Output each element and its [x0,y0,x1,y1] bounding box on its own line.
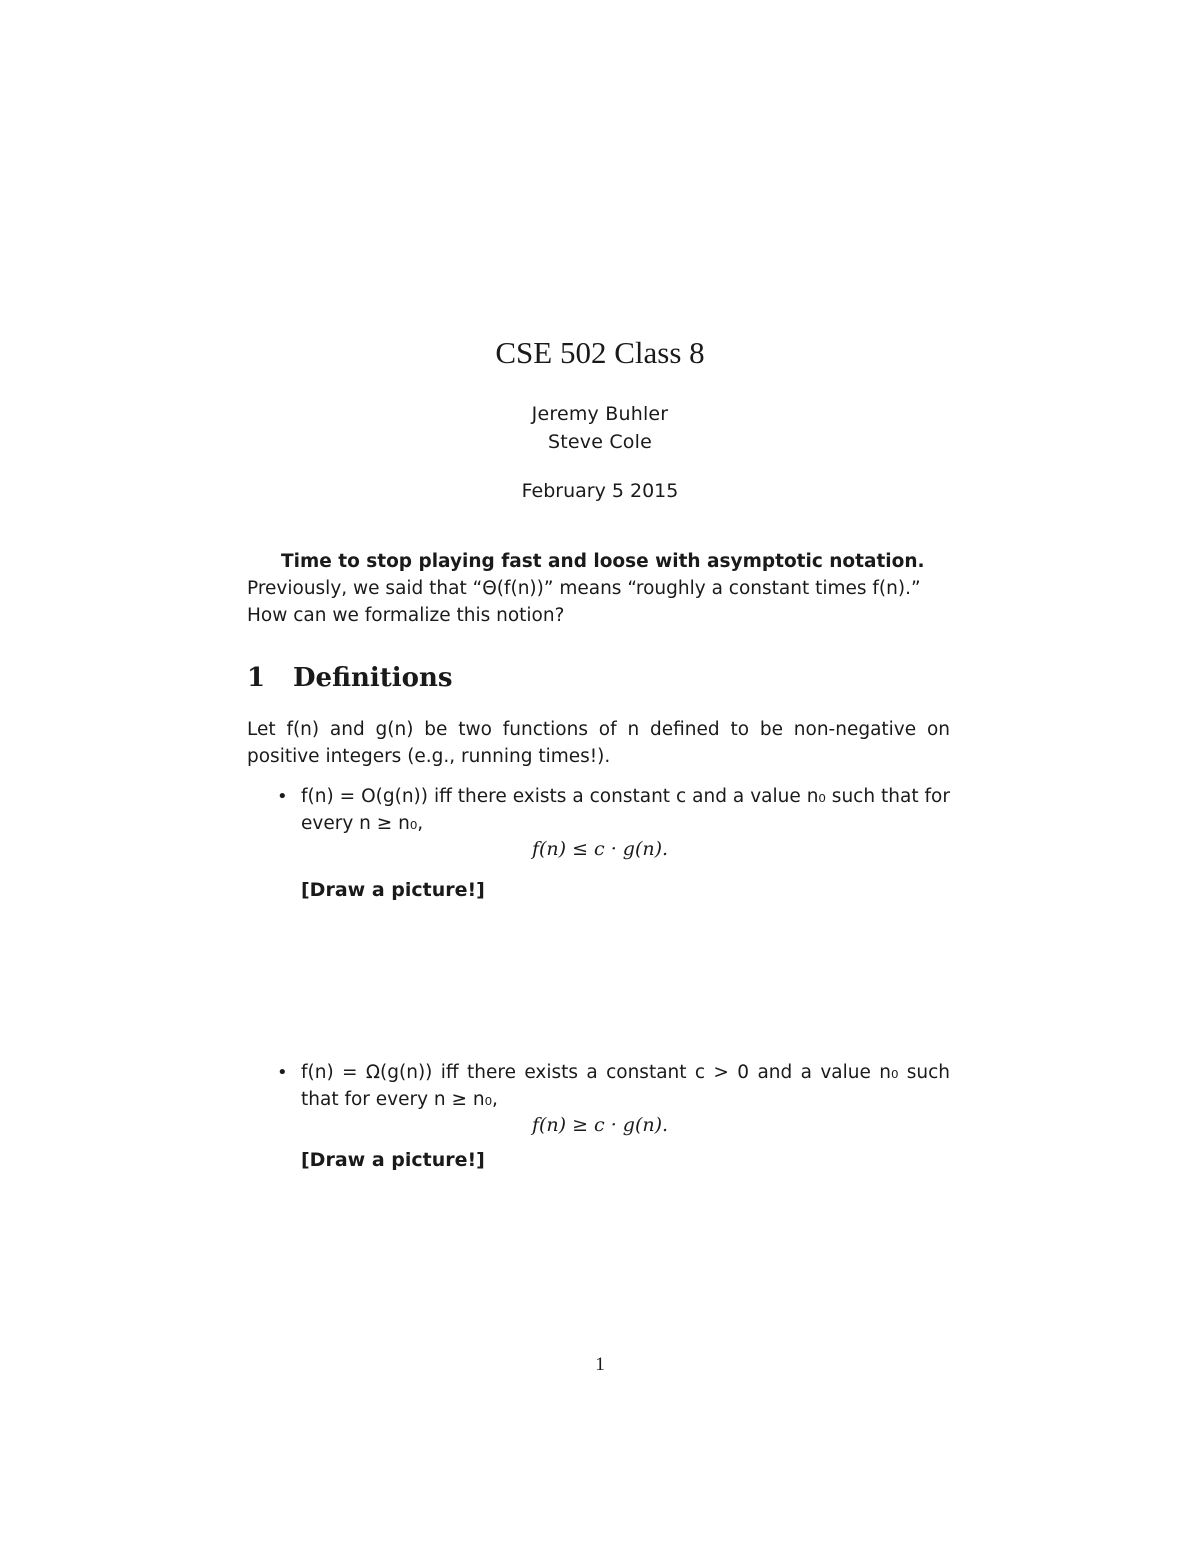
definition-equation: f(n) ≤ c · g(n). [531,838,669,860]
intro-line: How can we formalize this notion? [247,605,565,626]
document-title: CSE 502 Class 8 [495,335,705,370]
author-name: Steve Cole [547,431,653,453]
bullet-marker: • [277,786,288,807]
definition-text: f(n) = O(g(n)) iff there exists a constant c and a value n₀ such that for every n ≥ n₀, [301,786,950,834]
section-title: Definitions [293,663,453,693]
bullet-marker: • [277,1062,288,1083]
definition-text: f(n) = Ω(g(n)) iff there exists a constant c > 0 and a value n₀ such that for every n ≥ n₀, [301,1062,950,1110]
section-number: 1 [247,663,266,693]
intro-lead: Time to stop playing fast and loose with asymptotic notation. [281,551,925,572]
intro-line: Previously, we said that “Θ(f(n))” means “roughly a constant times f(n).” [247,578,921,599]
author-name: Jeremy Buhler [531,403,669,425]
definition-equation: f(n) ≥ c · g(n). [531,1114,669,1136]
draw-picture-note: [Draw a picture!] [301,1149,485,1171]
page-number: 1 [595,1354,605,1375]
intro-paragraph [247,548,950,629]
definitions-paragraph: Let f(n) and g(n) be two functions of n defined to be non-negative on positive integers (e.g., running times!). [247,719,950,767]
document-date: February 5 2015 [521,480,679,502]
section-heading [247,660,453,696]
draw-picture-note: [Draw a picture!] [301,879,485,901]
